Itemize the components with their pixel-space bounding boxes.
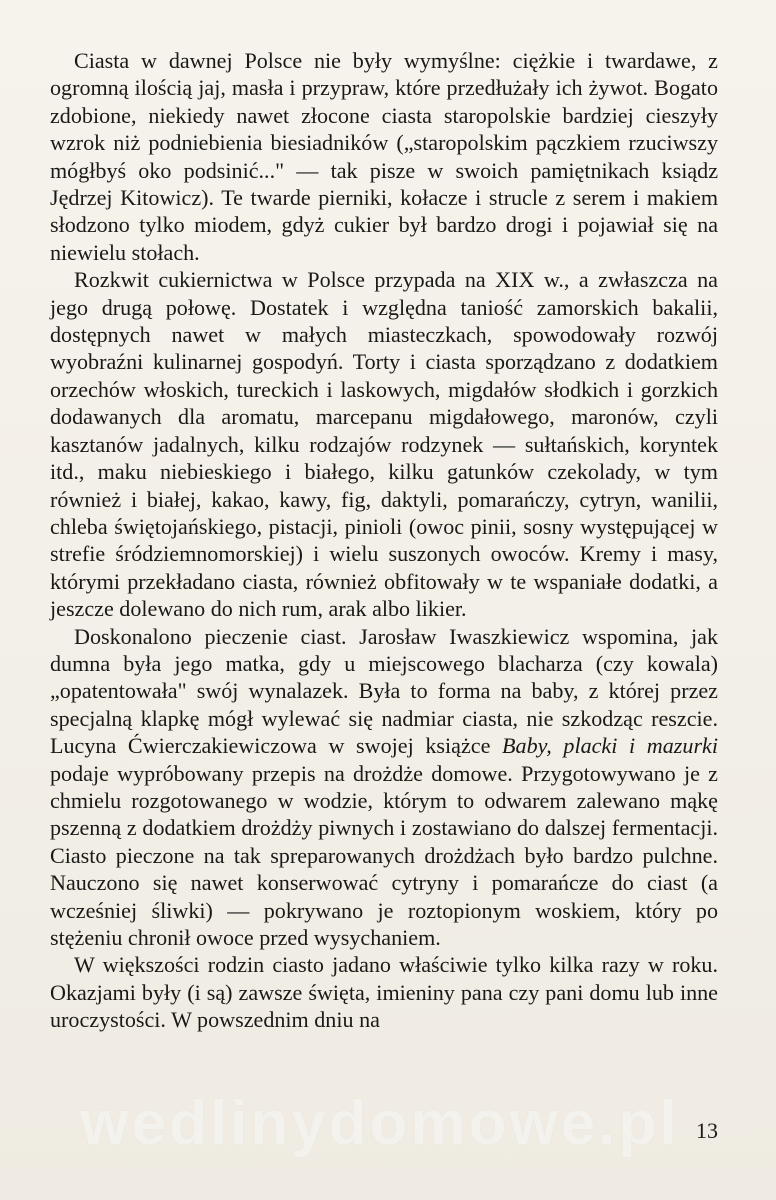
watermark: wedlinydomowe.pl — [80, 1089, 680, 1158]
body-text — [50, 47, 718, 1034]
paragraph-4: W większości rodzin ciasto jadano właściwie tylko kilka razy w roku. Okazjami były (i są) zawsze święta, imieniny pana czy pani domu lub inne uroczystości. W powszednim dniu na — [50, 952, 718, 1033]
paragraph-1: Ciasta w dawnej Polsce nie były wymyślne: ciężkie i twardawe, z ogromną ilością jaj, masła i przypraw, które przedłużały ich żywot. Bogato zdobione, niekiedy nawet złocone ciasta staropolskie bardziej cieszyły wzrok niż podniebienia biesiadników („staropolskim pączkiem rzuciwszy mógłbyś oko podsinić..." — tak pisze w swoich pamiętnikach ksiądz Jędrzej Kitowicz). Te twarde pierniki, kołacze i strucle z serem i makiem słodzono tylko miodem, gdyż cukier był bardzo drogi i pojawiał się na niewielu stołach. — [50, 48, 718, 265]
paragraph-3-after: podaje wypróbowany przepis na drożdże domowe. Przygotowywano je z chmielu rozgotowanego w wodzie, którym to odwarem zalewano mąkę pszenną z dodatkiem drożdży piwnych i zostawiano do dalszej fermentacji. Ciasto pieczone na tak spreparowanych drożdżach było bardzo pulchne. Nauczono się nawet konserwować cytryny i pomarańcze do ciast (a wcześniej śliwki) — pokrywano je roztopionym woskiem, który po stężeniu chronił owoce przed wysychaniem. — [50, 760, 718, 950]
paragraph-3-before: Doskonalono pieczenie ciast. Jarosław Iwaszkiewicz wspomina, jak dumna była jego matka, gdy u miejscowego blacharza (czy kowala) „opatentowała" swój wynalazek. Była to forma na baby, z której przez specjalną klapkę mógł wylewać się nadmiar ciasta, nie szkodząc reszcie. Lucyna Ćwierczakiewiczowa w swojej książce — [50, 623, 718, 759]
page-number: 13 — [696, 1118, 718, 1143]
book-title: Baby, placki i mazurki — [502, 733, 718, 759]
paragraph-3 — [50, 623, 718, 952]
paragraph-2: Rozkwit cukiernictwa w Polsce przypada na XIX w., a zwłaszcza na jego drugą połowę. Dostatek i względna taniość zamorskich bakalii, dostępnych nawet w małych miasteczkach, spowodowały rozwój wyobraźni kulinarnej gospodyń. Torty i ciasta sporządzano z dodatkiem orzechów włoskich, tureckich i laskowych, migdałów słodkich i gorzkich dodawanych dla aromatu, marcepanu migdałowego, maronów, czyli kasztanów jadalnych, kilku rodzajów rodzynek — sułtańskich, koryntek itd., maku niebieskiego i białego, kilku gatunków czekolady, w tym również i białej, kakao, kawy, fig, daktyli, pomarańczy, cytryn, wanilii, chleba świętojańskiego, pistacji, pinioli (owoc pinii, sosny występującej w strefie śródziemnomorskiej) i wielu suszonych owoców. Kremy i masy, którymi przekładano ciasta, również obfitowały w te wspaniałe dodatki, a jeszcze dolewano do nich rum, arak albo likier. — [50, 267, 718, 622]
